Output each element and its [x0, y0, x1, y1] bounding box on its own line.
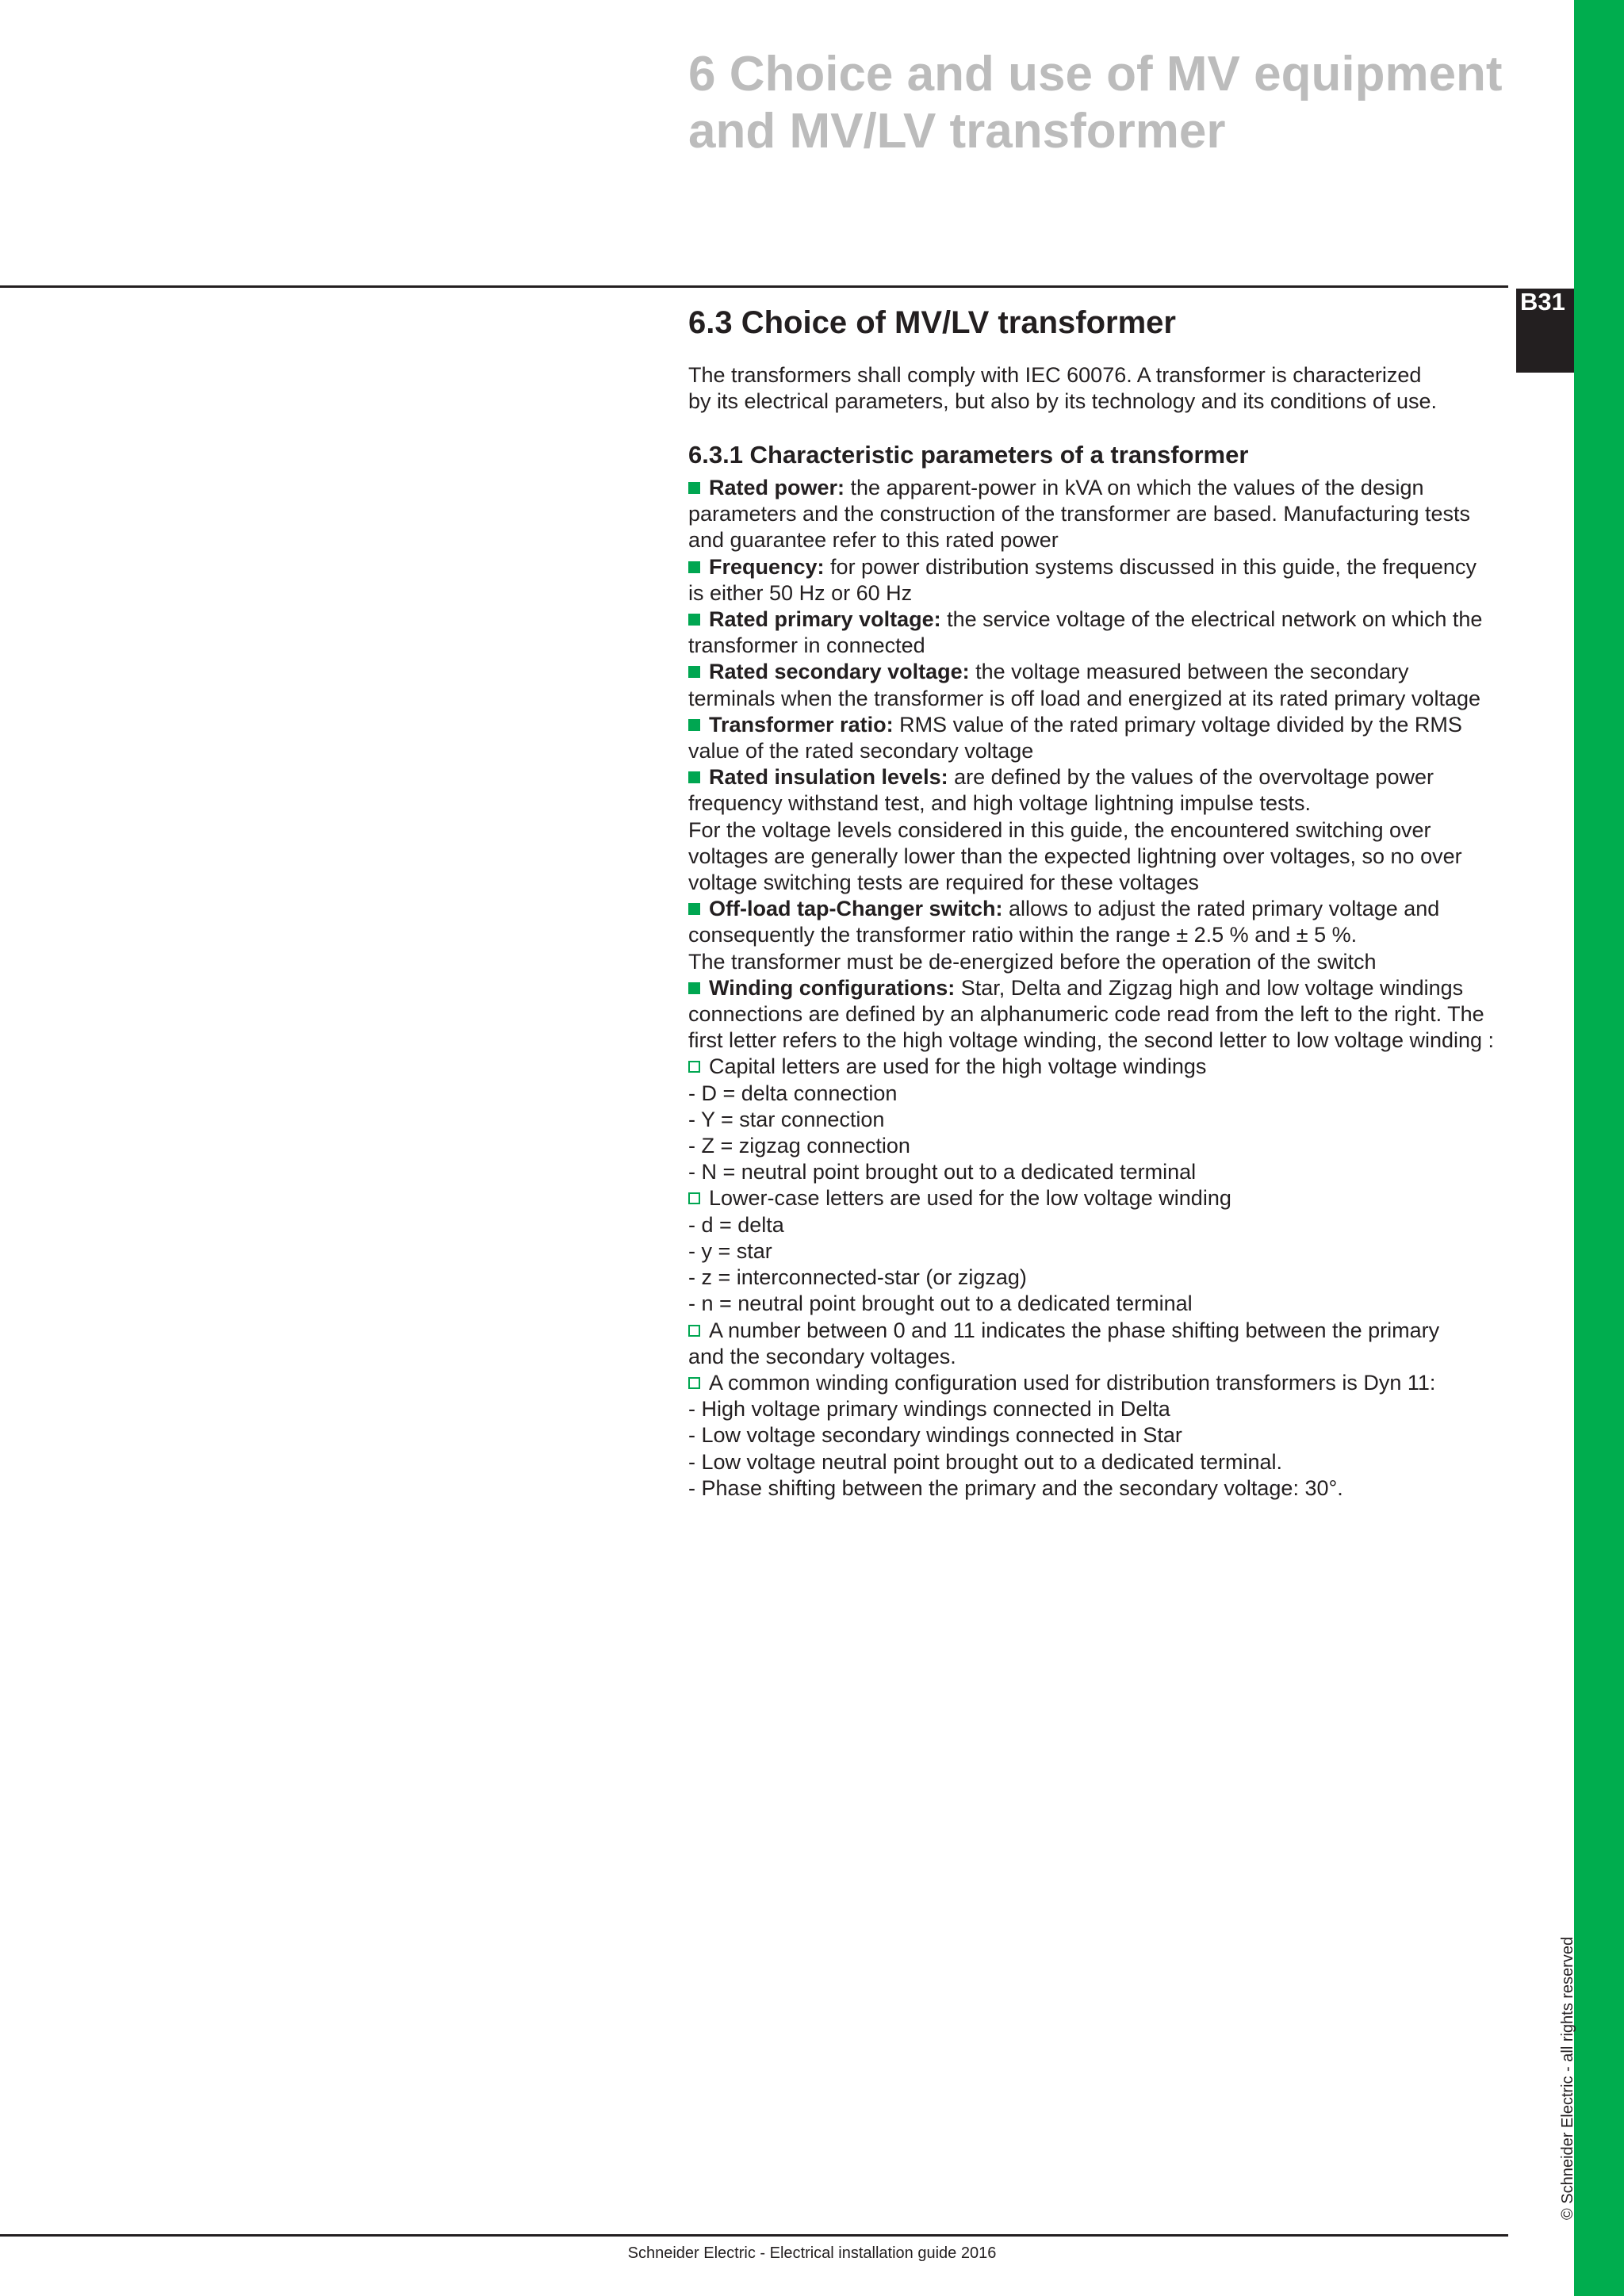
- line-text: frequency withstand test, and high voltage lightning impulse tests.: [688, 791, 1311, 816]
- parameter-item: [688, 475, 1508, 501]
- line-text: - Z = zigzag connection: [688, 1134, 910, 1158]
- intro-line-1: The transformers shall comply with IEC 60076. A transformer is characterized: [688, 363, 1422, 387]
- line-text: The transformer must be de-energized before the operation of the switch: [688, 949, 1377, 974]
- line-text: Star, Delta and Zigzag high and low voltage windings: [955, 975, 1464, 1000]
- text-line: [688, 1081, 1508, 1107]
- text-line: [688, 1107, 1508, 1133]
- page-footer: Schneider Electric - Electrical installation guide 2016: [627, 2244, 997, 2262]
- text-line: [688, 1475, 1508, 1502]
- line-text: - z = interconnected-star (or zigzag): [688, 1265, 1027, 1290]
- line-text: - High voltage primary windings connected in Delta: [688, 1397, 1170, 1422]
- parameter-list: [688, 475, 1508, 1502]
- text-line: [688, 817, 1508, 844]
- text-line: [688, 790, 1508, 817]
- parameter-item: [688, 896, 1508, 922]
- parameter-item: [688, 554, 1508, 580]
- text-line: [688, 949, 1508, 975]
- subsection-title: 6.3.1 Characteristic parameters of a transformer: [688, 441, 1249, 469]
- line-text: A number between 0 and 11 indicates the phase shifting between the primary: [709, 1318, 1440, 1342]
- filled-square-bullet-icon: [688, 561, 700, 573]
- line-text: - Phase shifting between the primary and the secondary voltage: 30°.: [688, 1475, 1343, 1500]
- line-text: voltage switching tests are required for these voltages: [688, 871, 1199, 895]
- header-divider: [0, 285, 1508, 288]
- footer-divider: [0, 2234, 1508, 2237]
- parameter-item: [688, 764, 1508, 790]
- line-text: - d = delta: [688, 1212, 784, 1237]
- sub-item: [688, 1185, 1508, 1211]
- line-text: For the voltage levels considered in this guide, the encountered switching over: [688, 817, 1431, 842]
- text-line: [688, 738, 1508, 764]
- line-text: connections are defined by an alphanumeric code read from the left to the right. The: [688, 1002, 1484, 1027]
- parameter-item: [688, 975, 1508, 1001]
- line-text: - Low voltage secondary windings connected in Star: [688, 1423, 1182, 1448]
- line-text: value of the rated secondary voltage: [688, 739, 1034, 763]
- text-line: [688, 1265, 1508, 1291]
- line-text: and guarantee refer to this rated power: [688, 528, 1059, 553]
- intro-line-2: by its electrical parameters, but also by its technology and its conditions of use.: [688, 389, 1437, 413]
- sub-item: [688, 1370, 1508, 1396]
- parameter-label: Rated insulation levels:: [709, 765, 948, 790]
- intro-paragraph: [688, 362, 1508, 415]
- parameter-item: [688, 659, 1508, 685]
- filled-square-bullet-icon: [688, 982, 700, 994]
- line-text: - D = delta connection: [688, 1081, 898, 1105]
- line-text: voltages are generally lower than the expected lightning over voltages, so no over: [688, 844, 1462, 868]
- text-line: [688, 1291, 1508, 1317]
- filled-square-bullet-icon: [688, 719, 700, 731]
- line-text: and the secondary voltages.: [688, 1344, 956, 1368]
- text-line: [688, 1238, 1508, 1265]
- text-line: [688, 844, 1508, 870]
- line-text: - N = neutral point brought out to a dedicated terminal: [688, 1160, 1197, 1184]
- line-text: is either 50 Hz or 60 Hz: [688, 580, 913, 605]
- text-line: [688, 1212, 1508, 1238]
- line-text: the apparent-power in kVA on which the values of the design: [845, 476, 1424, 499]
- parameter-item: [688, 712, 1508, 738]
- hollow-square-bullet-icon: [688, 1325, 700, 1337]
- line-text: transformer in connected: [688, 633, 925, 658]
- line-text: A common winding configuration used for distribution transformers is Dyn 11:: [709, 1370, 1436, 1395]
- chapter-title: [688, 46, 1503, 160]
- text-line: [688, 1422, 1508, 1448]
- filled-square-bullet-icon: [688, 903, 700, 915]
- filled-square-bullet-icon: [688, 771, 700, 783]
- line-text: - n = neutral point brought out to a dedicated terminal: [688, 1292, 1193, 1316]
- parameter-label: Off-load tap-Changer switch:: [709, 897, 1003, 921]
- filled-square-bullet-icon: [688, 614, 700, 626]
- filled-square-bullet-icon: [688, 666, 700, 678]
- copyright-notice: © Schneider Electric - all rights reserved: [1559, 1936, 1576, 2220]
- text-line: [688, 1396, 1508, 1422]
- text-line: [688, 1159, 1508, 1185]
- line-text: consequently the transformer ratio within the range ± 2.5 % and ± 5 %.: [688, 923, 1358, 947]
- section-title: 6.3 Choice of MV/LV transformer: [688, 305, 1176, 340]
- page-number-tab: [1516, 289, 1574, 373]
- line-text: terminals when the transformer is off load and energized at its rated primary voltage: [688, 686, 1480, 710]
- text-line: [688, 527, 1508, 553]
- text-line: [688, 1027, 1508, 1054]
- parameter-item: [688, 607, 1508, 633]
- line-text: Capital letters are used for the high voltage windings: [709, 1054, 1207, 1079]
- line-text: the service voltage of the electrical network on which the: [940, 607, 1483, 632]
- line-text: - Y = star connection: [688, 1107, 885, 1131]
- text-line: [688, 1449, 1508, 1475]
- line-text: the voltage measured between the secondary: [969, 660, 1409, 684]
- main-content: [688, 297, 1508, 1502]
- parameter-label: Transformer ratio:: [709, 712, 894, 737]
- parameter-label: Rated primary voltage:: [709, 607, 941, 632]
- sub-item: [688, 1318, 1508, 1344]
- line-text: are defined by the values of the overvoltage power: [948, 765, 1434, 790]
- chapter-title-line-1: 6 Choice and use of MV equipment: [688, 47, 1503, 101]
- text-line: [688, 686, 1508, 712]
- hollow-square-bullet-icon: [688, 1061, 700, 1073]
- text-line: [688, 1344, 1508, 1370]
- filled-square-bullet-icon: [688, 482, 700, 494]
- line-text: allows to adjust the rated primary voltage and: [1002, 897, 1440, 921]
- text-line: [688, 580, 1508, 607]
- sub-item: [688, 1054, 1508, 1080]
- line-text: - y = star: [688, 1238, 772, 1263]
- text-line: [688, 1001, 1508, 1027]
- text-line: [688, 633, 1508, 659]
- parameter-label: Frequency:: [709, 554, 825, 579]
- text-line: [688, 870, 1508, 896]
- text-line: [688, 501, 1508, 527]
- line-text: Lower-case letters are used for the low voltage winding: [709, 1186, 1231, 1211]
- parameter-label: Rated power:: [709, 476, 845, 499]
- parameter-label: Rated secondary voltage:: [709, 660, 970, 684]
- line-text: RMS value of the rated primary voltage divided by the RMS: [893, 712, 1462, 737]
- text-line: [688, 922, 1508, 948]
- chapter-title-line-2: and MV/LV transformer: [688, 104, 1226, 159]
- line-text: - Low voltage neutral point brought out to a dedicated terminal.: [688, 1449, 1282, 1474]
- parameter-label: Winding configurations:: [709, 975, 956, 1000]
- text-line: [688, 1133, 1508, 1159]
- line-text: first letter refers to the high voltage winding, the second letter to low voltage winding :: [688, 1028, 1495, 1053]
- page-number: B31: [1520, 288, 1565, 316]
- hollow-square-bullet-icon: [688, 1377, 700, 1389]
- line-text: parameters and the construction of the transformer are based. Manufacturing tests: [688, 502, 1471, 526]
- side-color-bar: [1574, 0, 1624, 2296]
- line-text: for power distribution systems discussed in this guide, the frequency: [824, 554, 1477, 579]
- hollow-square-bullet-icon: [688, 1192, 700, 1204]
